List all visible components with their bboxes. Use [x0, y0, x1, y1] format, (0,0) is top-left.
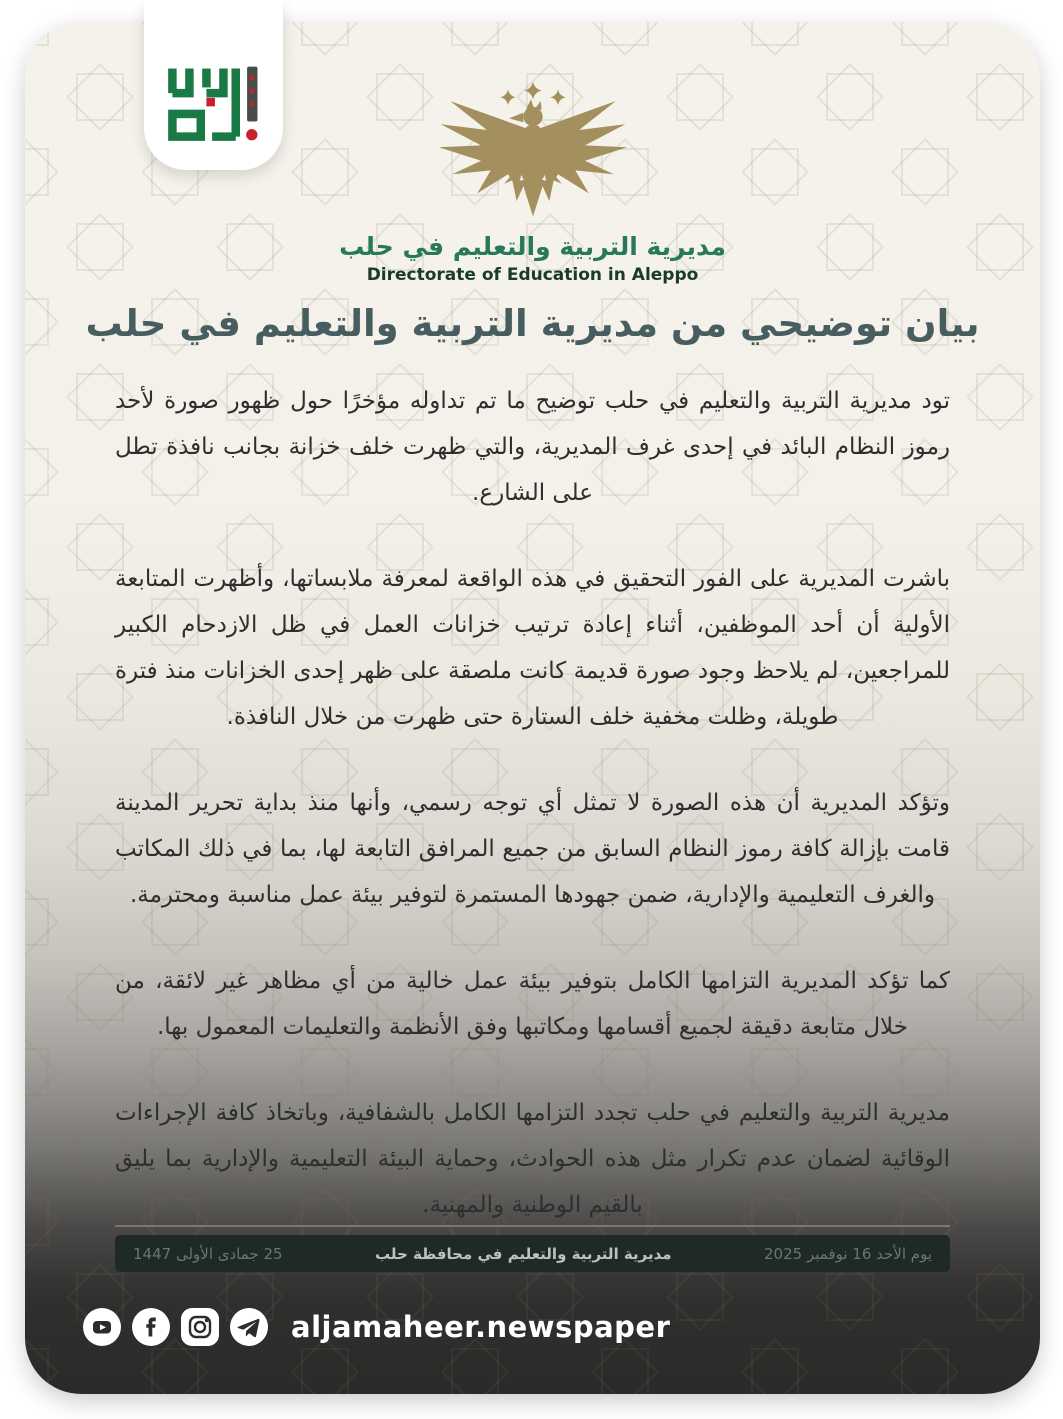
eagle-emblem-icon: [408, 80, 658, 228]
paragraph-4: كما تؤكد المديرية التزامها الكامل بتوفير بيئة عمل خالية من أي مظاهر غير لائقة، من خلال متابعة دقيقة لجميع أقسامها ومكاتبها وفق الأنظمة والتعليمات المعمول بها.: [115, 968, 950, 1040]
social-row: [83, 1308, 670, 1346]
org-name-arabic: مديرية التربية والتعليم في حلب: [339, 232, 726, 261]
newspaper-handle: aljamaheer.newspaper: [291, 1310, 671, 1344]
paragraph-5: مديرية التربية والتعليم في حلب تجدد التزامها الكامل بالشفافية، وباتخاذ كافة الإجراءات الوقائية لضمان عدم تكرار مثل هذه الحوادث، وحماية البيئة التعليمية والإدارية بما يليق بالقيم الوطنية والمهنية.: [115, 1100, 950, 1218]
instagram-icon[interactable]: [181, 1308, 219, 1346]
hijri-date: 25 جمادى الأولى 1447: [133, 1244, 283, 1263]
footer-bar: [115, 1235, 950, 1272]
youtube-icon[interactable]: [83, 1308, 121, 1346]
facebook-icon[interactable]: [132, 1308, 170, 1346]
footer-org-line: مديرية التربية والتعليم في محافظة حلب: [374, 1244, 672, 1263]
aljamaheer-logo-icon: [162, 58, 266, 150]
paragraph-1: تود مديرية التربية والتعليم في حلب توضيح ما تم تداوله مؤخرًا حول ظهور صورة لأحد رموز النظام البائد في إحدى غرف المديرية، والتي ظهرت خلف خزانة بجانب نافذة تطل على الشارع.: [115, 388, 950, 506]
org-name-english: Directorate of Education in Aleppo: [366, 265, 699, 285]
telegram-icon[interactable]: [230, 1308, 268, 1346]
aljamaheer-logo-tab: [144, 0, 283, 170]
statement-card: [25, 22, 1040, 1394]
gregorian-date: يوم الأحد 16 نوفمبر 2025: [763, 1244, 932, 1263]
paragraph-3: وتؤكد المديرية أن هذه الصورة لا تمثل أي توجه رسمي، وأنها منذ بداية تحرير المدينة قامت بإزالة كافة رموز النظام السابق من جميع المرافق التابعة لها، بما في ذلك المكاتب والغرف التعليمية والإدارية، ضمن جهودها المستمرة لتوفير بيئة عمل مناسبة ومحترمة.: [115, 790, 950, 908]
footer-divider: [115, 1225, 950, 1227]
statement-body: [115, 378, 950, 1268]
statement-headline: بيان توضيحي من مديرية التربية والتعليم في حلب: [85, 302, 980, 345]
paragraph-2: باشرت المديرية على الفور التحقيق في هذه الواقعة لمعرفة ملابساتها، وأظهرت المتابعة الأولية أن أحد الموظفين، أثناء إعادة ترتيب خزانات العمل في ظل الازدحام الكبير للمراجعين، لم يلاحظ وجود صورة قديمة كانت ملصقة على ظهر إحدى الخزانات منذ فترة طويلة، وظلت مخفية خلف الستارة حتى ظهرت من خلال النافذة.: [115, 566, 950, 730]
